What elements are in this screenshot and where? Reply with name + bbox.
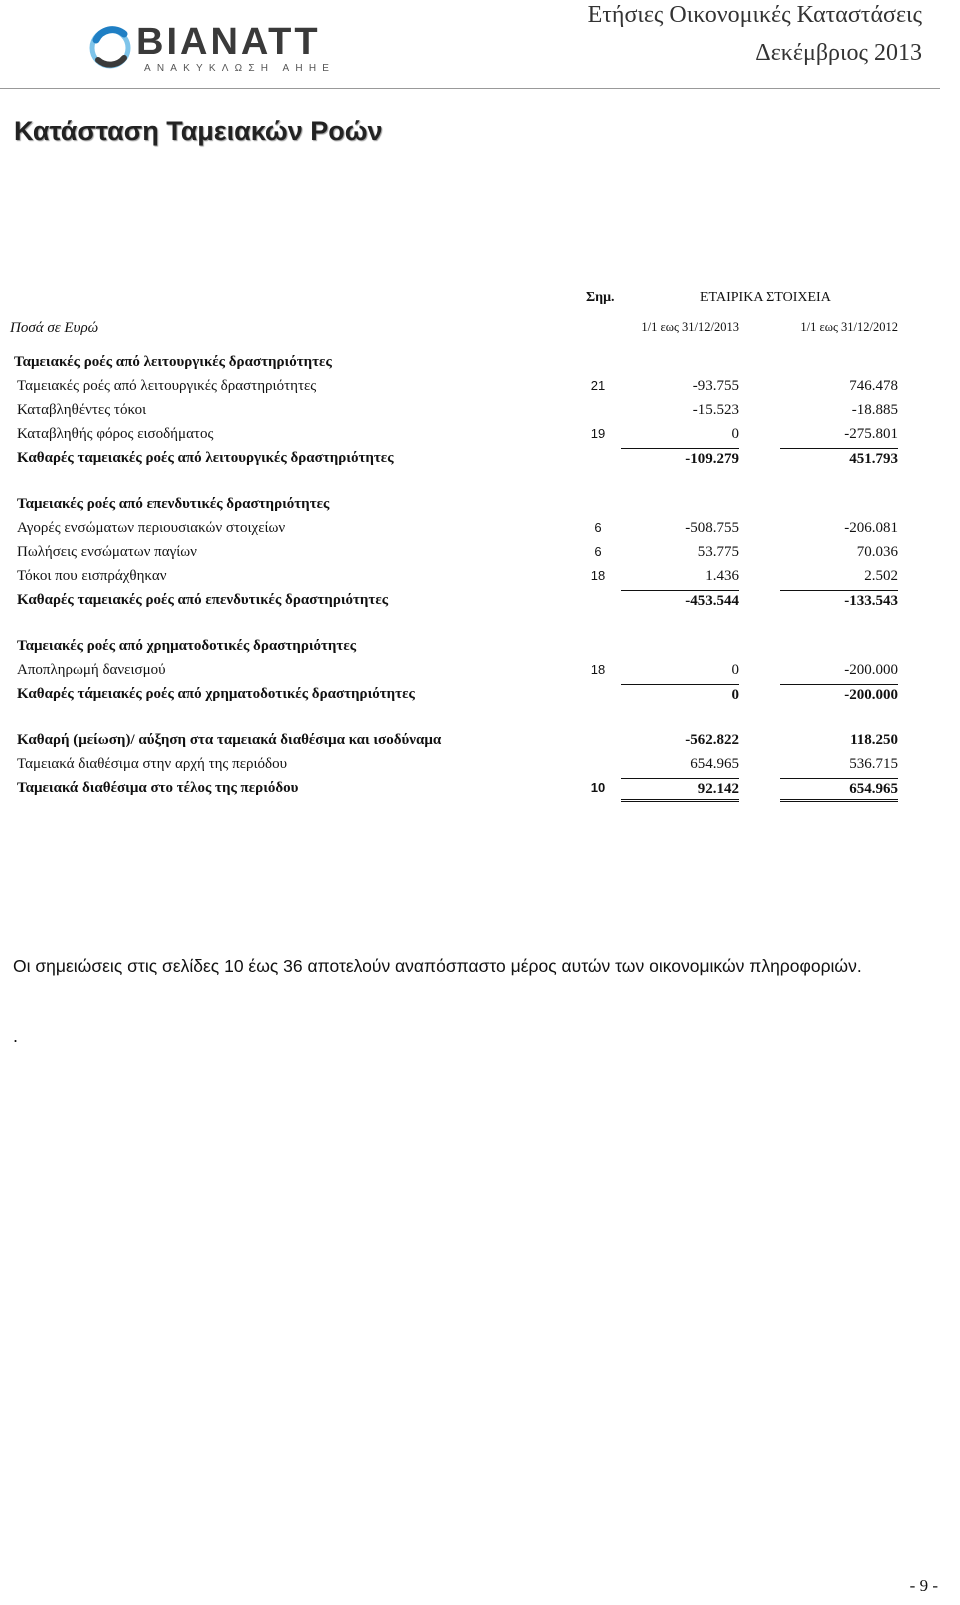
table-row — [0, 446, 960, 470]
table-row — [0, 516, 960, 540]
row-label: Πωλήσεις ενσώματων παγίων — [17, 544, 197, 560]
row-label: Καταβληθής φόρος εισοδήματος — [17, 426, 214, 442]
table-row — [0, 540, 960, 564]
report-date: Δεκέμβριος 2013 — [755, 40, 922, 66]
svg-text:ΒΙΑΝΑΤΤ: ΒΙΑΝΑΤΤ — [136, 21, 321, 63]
table-row — [0, 658, 960, 682]
row-label: Καταβληθέντες τόκοι — [17, 402, 147, 418]
section-heading-row — [0, 350, 960, 374]
cash-flow-statement — [0, 290, 960, 800]
section-spacer — [0, 470, 960, 492]
header-divider — [0, 88, 940, 89]
row-value-2013: 1.436 — [705, 568, 739, 584]
footnote: Οι σημειώσεις στις σελίδες 10 έως 36 αποτελούν αναπόσπαστο μέρος αυτών των οικονομικών πληροφοριών. — [13, 956, 862, 976]
logo-graphic — [88, 14, 418, 76]
row-note-ref: 6 — [594, 520, 602, 535]
row-label: Αγορές ενσώματων περιουσιακών στοιχείων — [17, 520, 286, 536]
row-value-2013: 0 — [731, 662, 739, 678]
table-row — [0, 776, 960, 800]
row-label: Ταμειακές ροές από χρηματοδοτικές δραστηριότητες — [17, 638, 357, 654]
company-logo — [88, 14, 418, 76]
note-column-header: Σημ. — [586, 290, 615, 305]
row-value-2013: 0 — [731, 426, 739, 442]
row-value-2012: -200.000 — [780, 684, 898, 705]
table-row — [0, 564, 960, 588]
table-row — [0, 398, 960, 422]
section-heading-row — [0, 634, 960, 658]
page-title: Κατάσταση Ταμειακών Ροών — [14, 116, 383, 146]
table-row — [0, 728, 960, 752]
period-2013-header: 1/1 εως 31/12/2013 — [641, 320, 739, 334]
report-title: Ετήσιες Οικονομικές Καταστάσεις — [587, 2, 922, 28]
row-value-2012: 70.036 — [856, 544, 898, 560]
currency-label: Ποσά σε Ευρώ — [10, 320, 99, 336]
svg-text:ΑΝΑΚΥΚΛΩΣΗ ΑΗΗΕ: ΑΝΑΚΥΚΛΩΣΗ ΑΗΗΕ — [144, 63, 336, 74]
row-value-2013: -562.822 — [685, 732, 739, 748]
period-2012-header: 1/1 εως 31/12/2012 — [800, 320, 898, 334]
row-value-2013: 53.775 — [697, 544, 739, 560]
row-value-2012: 746.478 — [849, 378, 898, 394]
row-label: Καθαρές τάμειακές ροές από χρηματοδοτικές δραστηριότητες — [17, 686, 415, 702]
row-label: Καθαρή (μείωση)/ αύξηση στα ταμειακά διαθέσιμα και ισοδύναμα — [17, 732, 442, 748]
row-value-2013: -453.544 — [621, 590, 739, 611]
row-value-2013: -93.755 — [692, 378, 739, 394]
row-value-2012: 118.250 — [850, 732, 898, 748]
group-column-header: ΕΤΑΙΡΙΚΑ ΣΤΟΙΧΕΙΑ — [700, 290, 831, 305]
section-spacer — [0, 706, 960, 728]
row-value-2012: -200.000 — [844, 662, 898, 678]
page-number: - 9 - — [909, 1576, 938, 1595]
row-value-2012: 536.715 — [849, 756, 898, 772]
row-label: Ταμειακές ροές από λειτουργικές δραστηριότητες — [17, 378, 317, 394]
row-note-ref: 18 — [590, 568, 606, 583]
row-label: Καθαρές ταμειακές ροές από επενδυτικές δραστηριότητες — [17, 592, 389, 608]
row-value-2013: 654.965 — [690, 756, 739, 772]
row-value-2013: 92.142 — [621, 778, 739, 802]
row-label: Τόκοι που εισπράχθηκαν — [17, 568, 167, 584]
table-row — [0, 588, 960, 612]
row-value-2013: -109.279 — [621, 448, 739, 469]
row-value-2012: 2.502 — [864, 568, 898, 584]
row-note-ref: 19 — [590, 426, 606, 441]
row-note-ref: 18 — [590, 662, 606, 677]
row-value-2013: -15.523 — [692, 402, 739, 418]
row-note-ref: 21 — [590, 378, 606, 393]
table-row — [0, 422, 960, 446]
table-row — [0, 752, 960, 776]
row-value-2012: -133.543 — [780, 590, 898, 611]
table-header — [0, 290, 960, 350]
table-row — [0, 374, 960, 398]
trailing-mark: . — [13, 1026, 19, 1046]
row-value-2013: 0 — [621, 684, 739, 705]
row-value-2012: -18.885 — [851, 402, 898, 418]
row-note-ref: 6 — [594, 544, 602, 559]
row-value-2012: -206.081 — [844, 520, 898, 536]
row-label: Καθαρές ταμειακές ροές από λειτουργικές δραστηριότητες — [17, 450, 394, 466]
table-row — [0, 682, 960, 706]
row-value-2012: 654.965 — [780, 778, 898, 802]
section-heading-row — [0, 492, 960, 516]
row-value-2012: 451.793 — [780, 448, 898, 469]
section-spacer — [0, 612, 960, 634]
row-label: Ταμειακές ροές από λειτουργικές δραστηριότητες — [14, 354, 332, 370]
row-note-ref: 10 — [590, 780, 606, 795]
table-body — [0, 350, 960, 800]
row-value-2013: -508.755 — [685, 520, 739, 536]
row-label: Ταμειακά διαθέσιμα στην αρχή της περιόδου — [17, 756, 288, 772]
row-value-2012: -275.801 — [844, 426, 898, 442]
row-label: Ταμειακά διαθέσιμα στο τέλος της περιόδου — [17, 780, 299, 796]
row-label: Ταμειακές ροές από επενδυτικές δραστηριότητες — [17, 496, 330, 512]
row-label: Αποπληρωμή δανεισμού — [17, 662, 166, 678]
